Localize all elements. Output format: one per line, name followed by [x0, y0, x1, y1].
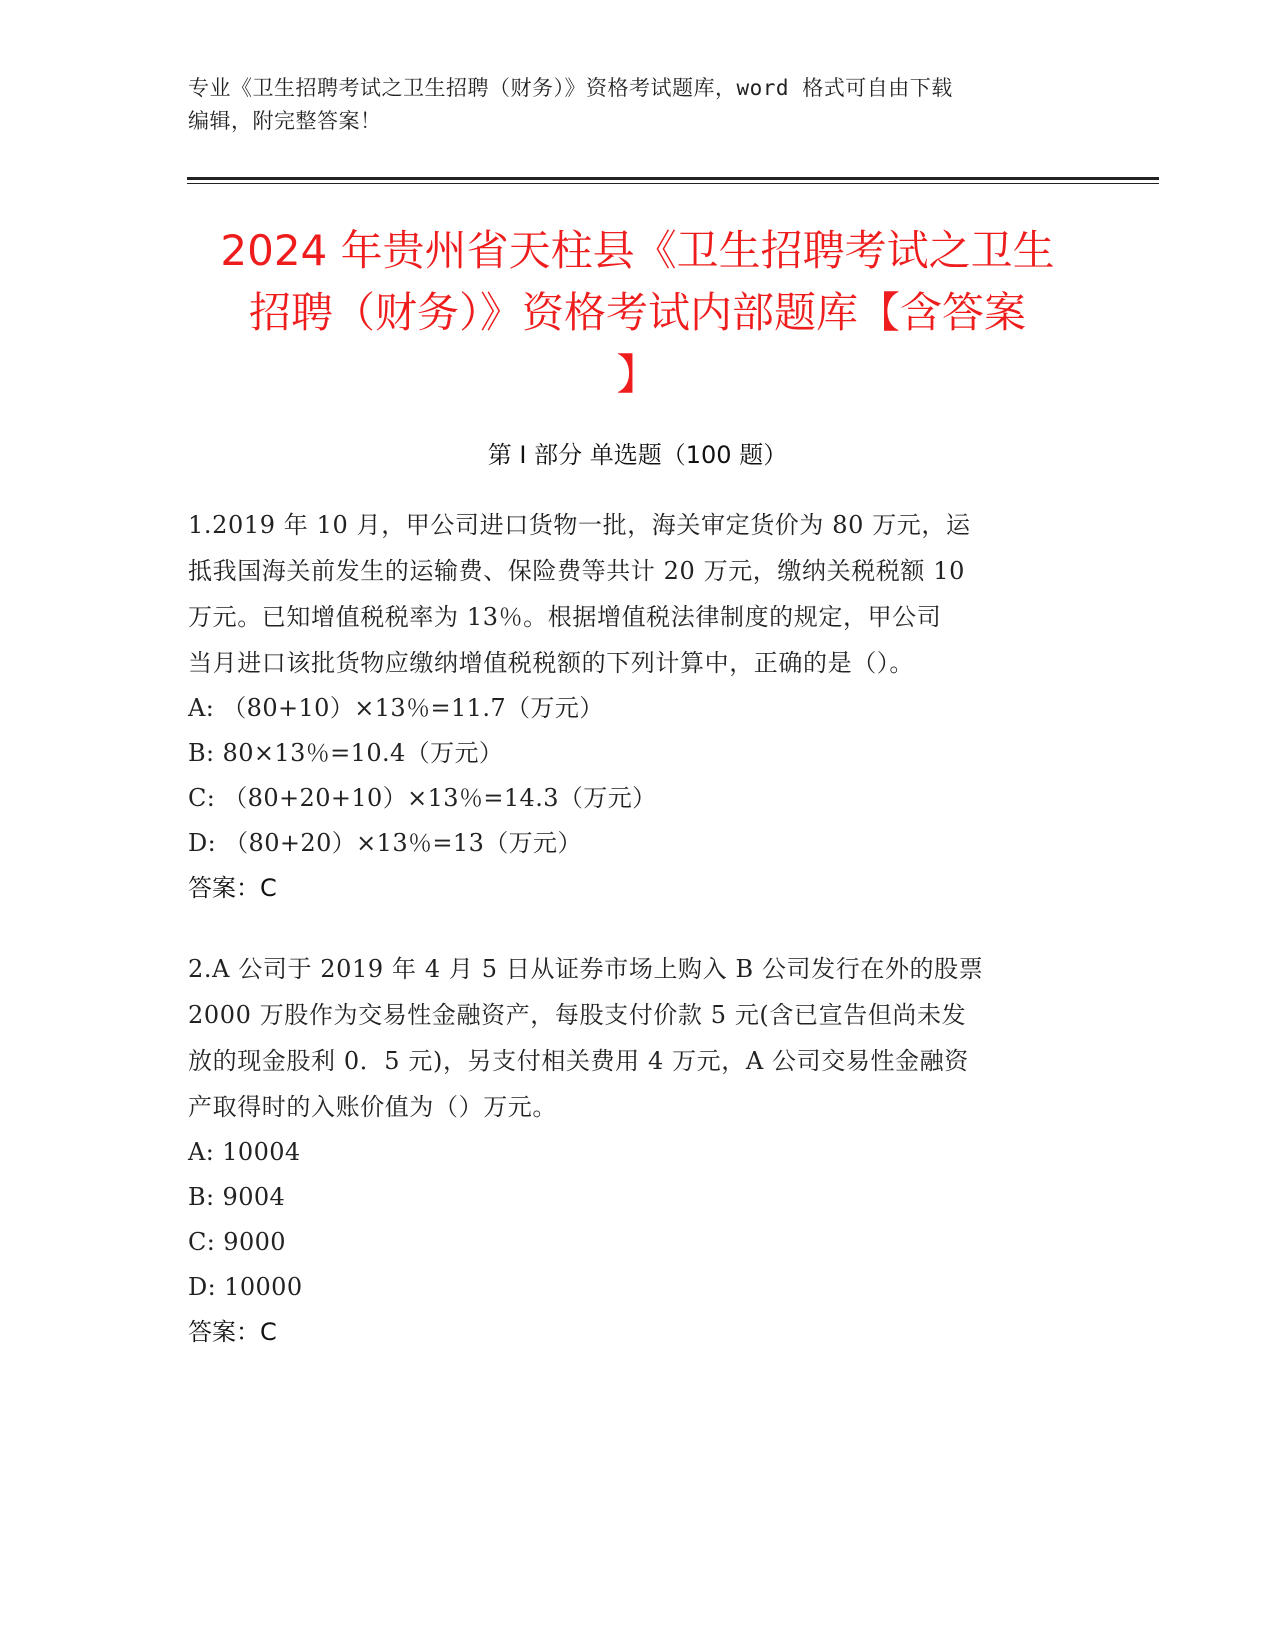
header-divider-thick — [187, 177, 1159, 180]
header-note-line-1: 专业《卫生招聘考试之卫生招聘（财务）》资格考试题库，word 格式可自由下载 — [188, 76, 953, 100]
document-title-line-2: 招聘（财务）》资格考试内部题库【含答案 — [248, 288, 1026, 337]
header-note — [188, 72, 1068, 138]
section-heading: 第 I 部分 单选题（100 题） — [487, 441, 788, 469]
question-2-stem-line: 2000 万股作为交易性金融资产，每股支付价款 5 元(含已宣告但尚未发 — [188, 1001, 967, 1029]
question-2-stem-line: 2.A 公司于 2019 年 4 月 5 日从证券市场上购入 B 公司发行在外的股票 — [188, 955, 984, 983]
question-2-option-b: B: 9004 — [188, 1183, 286, 1211]
question-2-stem — [188, 946, 1088, 1130]
question-2-stem-line: 产取得时的入账价值为（）万元。 — [188, 1093, 557, 1121]
question-1-stem-line: 当月进口该批货物应缴纳增值税税额的下列计算中，正确的是（）。 — [188, 649, 914, 677]
question-1-option-b: B: 80×13％=10.4（万元） — [188, 739, 504, 767]
question-1-option-c: C: （80+20+10）×13％=14.3（万元） — [188, 784, 657, 812]
question-1-option-d: D: （80+20）×13％=13（万元） — [188, 829, 582, 857]
question-1-stem — [188, 502, 1088, 686]
question-1-stem-line: 抵我国海关前发生的运输费、保险费等共计 20 万元，缴纳关税税额 10 — [188, 557, 965, 585]
document-title-line-3: 】 — [616, 350, 659, 399]
header-note-line-2: 编辑，附完整答案！ — [188, 109, 382, 133]
question-2-answer: 答案：C — [188, 1318, 277, 1346]
question-1-answer: 答案：C — [188, 874, 277, 902]
question-2 — [188, 946, 1088, 1355]
document-title — [150, 220, 1125, 406]
question-1-stem-line: 万元。已知增值税税率为 13％。根据增值税法律制度的规定，甲公司 — [188, 603, 942, 631]
header-divider-thin — [187, 183, 1159, 184]
question-2-option-a: A: 10004 — [188, 1138, 301, 1166]
question-1-stem-line: 1.2019 年 10 月，甲公司进口货物一批，海关审定货价为 80 万元，运 — [188, 511, 971, 539]
question-1 — [188, 502, 1088, 911]
question-2-stem-line: 放的现金股利 0．5 元)，另支付相关费用 4 万元，A 公司交易性金融资 — [188, 1047, 969, 1075]
question-2-option-c: C: 9000 — [188, 1228, 286, 1256]
document-title-line-1: 2024 年贵州省天柱县《卫生招聘考试之卫生 — [220, 226, 1055, 275]
question-1-option-a: A: （80+10）×13％=11.7（万元） — [188, 694, 604, 722]
question-2-option-d: D: 10000 — [188, 1273, 303, 1301]
